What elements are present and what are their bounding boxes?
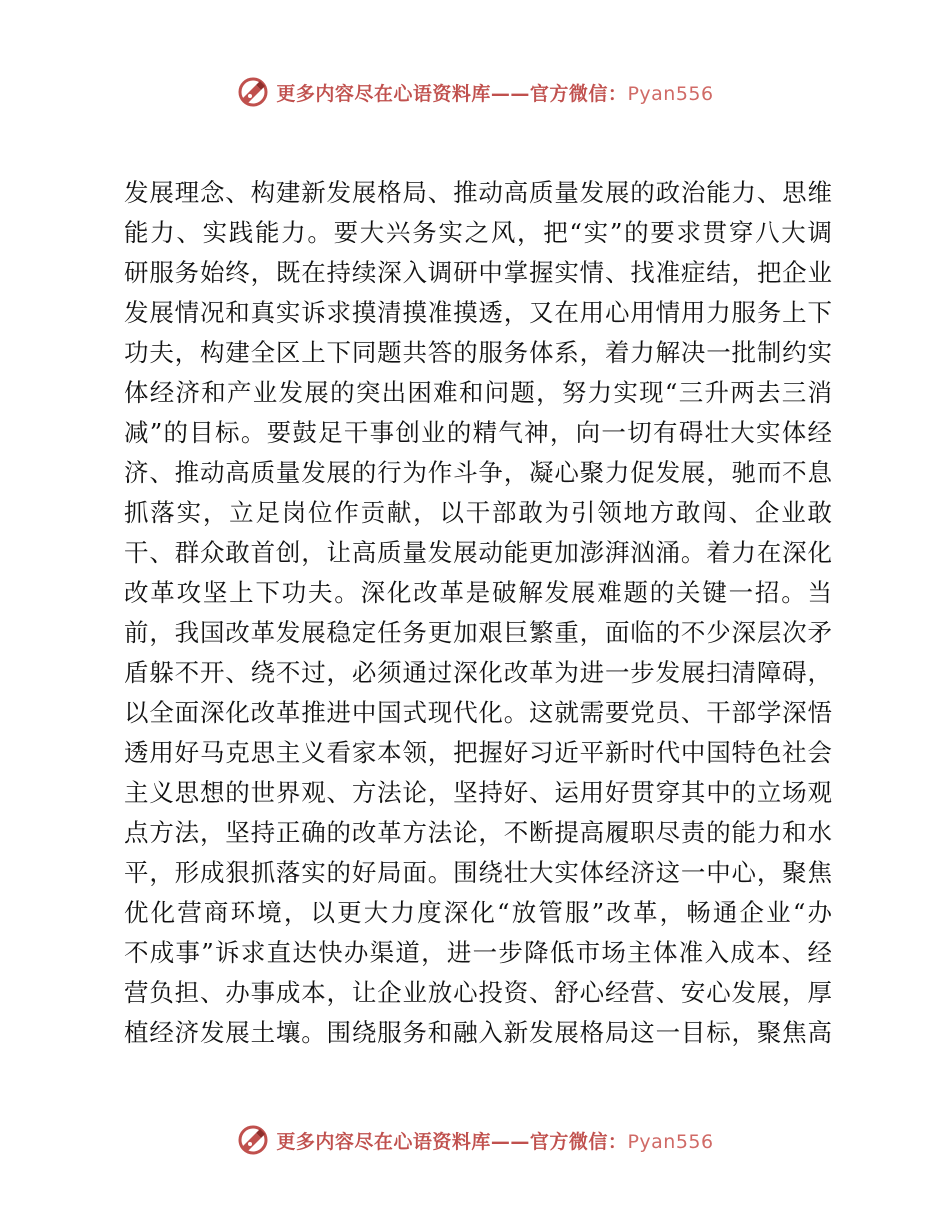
watermark-dash: —— <box>490 1130 530 1153</box>
body-line: 优化营商环境，以更大力度深化“放管服”改革，畅通企业“办 <box>124 898 832 927</box>
body-line: 干、群众敢首创，让高质量发展动能更加澎湃汹涌。着力在深化 <box>124 538 832 567</box>
watermark-dash: —— <box>490 82 530 105</box>
watermark-label: 官方微信： <box>529 82 628 105</box>
pen-nib-logo-icon <box>236 75 270 109</box>
footer-watermark <box>0 1120 950 1160</box>
body-line: 不成事”诉求直达快办渠道，进一步降低市场主体准入成本、经 <box>124 938 832 967</box>
body-line: 发展理念、构建新发展格局、推动高质量发展的政治能力、思维 <box>124 178 832 207</box>
watermark-account: Pyan556 <box>627 82 714 105</box>
watermark-account: Pyan556 <box>627 1130 714 1153</box>
watermark-label: 官方微信： <box>529 1130 628 1153</box>
body-line: 改革攻坚上下功夫。深化改革是破解发展难题的关键一招。当 <box>124 578 832 607</box>
body-line: 以全面深化改革推进中国式现代化。这就需要党员、干部学深悟 <box>124 698 832 727</box>
body-line: 济、推动高质量发展的行为作斗争，凝心聚力促发展，驰而不息 <box>124 458 832 487</box>
body-line: 植经济发展土壤。围绕服务和融入新发展格局这一目标，聚焦高 <box>124 1018 832 1047</box>
watermark-title: 更多内容尽在心语资料库 <box>276 1130 491 1153</box>
watermark-text <box>276 79 713 106</box>
body-line: 营负担、办事成本，让企业放心投资、舒心经营、安心发展，厚 <box>124 978 832 1007</box>
document-body <box>124 173 832 1053</box>
watermark-title: 更多内容尽在心语资料库 <box>276 82 491 105</box>
watermark-text <box>276 1127 713 1154</box>
body-line: 发展情况和真实诉求摸清摸准摸透，又在用心用情用力服务上下 <box>124 298 832 327</box>
body-line: 盾躲不开、绕不过，必须通过深化改革为进一步发展扫清障碍， <box>124 658 832 687</box>
body-line: 平，形成狠抓落实的好局面。围绕壮大实体经济这一中心，聚焦 <box>124 858 832 887</box>
body-line: 透用好马克思主义看家本领，把握好习近平新时代中国特色社会 <box>124 738 832 767</box>
body-line: 研服务始终，既在持续深入调研中掌握实情、找准症结，把企业 <box>124 258 832 287</box>
body-line: 前，我国改革发展稳定任务更加艰巨繁重，面临的不少深层次矛 <box>124 618 832 647</box>
body-line: 主义思想的世界观、方法论，坚持好、运用好贯穿其中的立场观 <box>124 778 832 807</box>
body-line: 能力、实践能力。要大兴务实之风，把“实”的要求贯穿八大调 <box>124 218 832 247</box>
body-line: 点方法，坚持正确的改革方法论，不断提高履职尽责的能力和水 <box>124 818 832 847</box>
body-line: 体经济和产业发展的突出困难和问题，努力实现“三升两去三消 <box>124 378 832 407</box>
body-line: 抓落实，立足岗位作贡献，以干部敢为引领地方敢闯、企业敢 <box>124 498 832 527</box>
header-watermark <box>0 72 950 112</box>
pen-nib-logo-icon <box>236 1123 270 1157</box>
body-line: 功夫，构建全区上下同题共答的服务体系，着力解决一批制约实 <box>124 338 832 367</box>
body-line: 减”的目标。要鼓足干事创业的精气神，向一切有碍壮大实体经 <box>124 418 832 447</box>
